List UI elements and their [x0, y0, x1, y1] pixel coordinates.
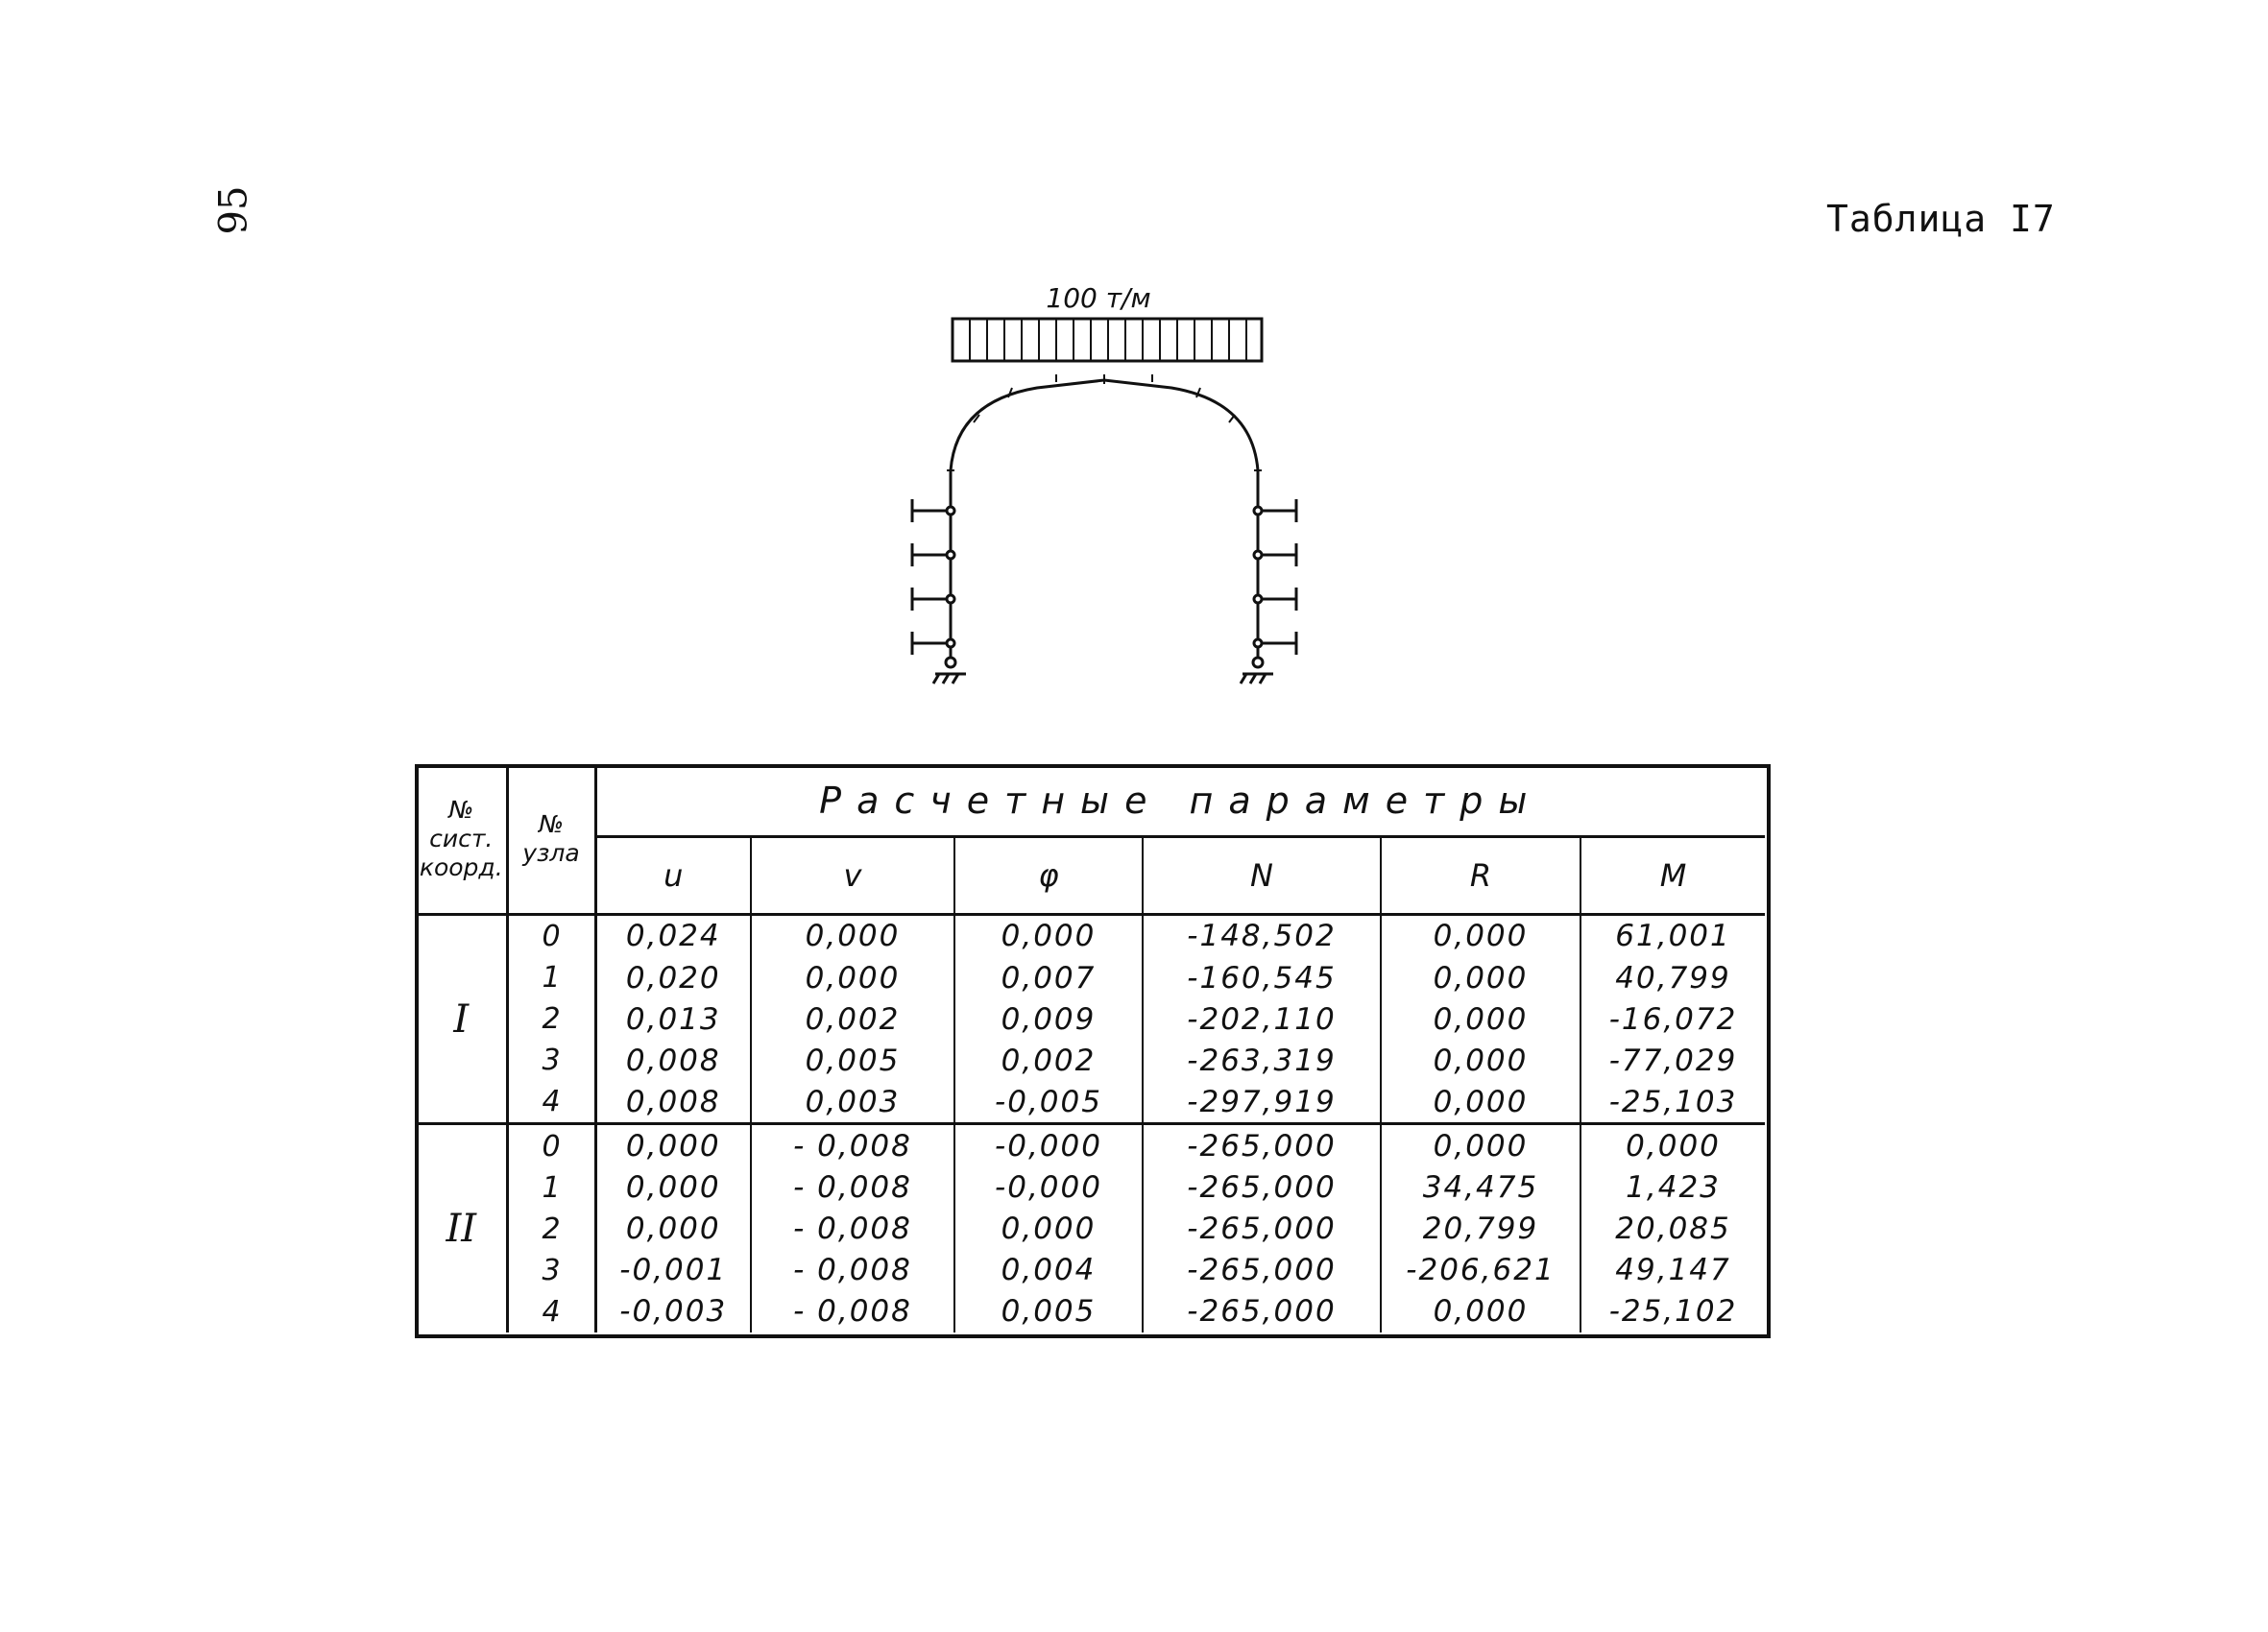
header-r: R — [1381, 836, 1580, 914]
value-v: - 0,008 — [751, 1209, 954, 1250]
node-number: 1 — [507, 957, 595, 998]
page-number-mark: 95 — [211, 185, 256, 235]
value-u: 0,013 — [595, 998, 751, 1040]
value-phi: -0,000 — [954, 1167, 1143, 1209]
value-v: - 0,008 — [751, 1291, 954, 1332]
load-label: 100 т/м — [1046, 282, 1151, 314]
value-phi: 0,000 — [954, 1209, 1143, 1250]
frame-scheme — [883, 278, 1363, 724]
table-row — [417, 914, 1765, 957]
value-phi: 0,009 — [954, 998, 1143, 1040]
header-phi: φ — [954, 836, 1143, 914]
value-m: 49,147 — [1615, 1253, 1731, 1288]
value-phi: 0,000 — [954, 914, 1143, 957]
value-m: 61,001 — [1615, 919, 1731, 954]
value-r: 0,000 — [1381, 1040, 1580, 1081]
value-u: 0,024 — [595, 914, 751, 957]
value-v: 0,005 — [751, 1040, 954, 1081]
table-row — [417, 1250, 1765, 1291]
load-hatching — [970, 319, 1246, 361]
value-n: -265,000 — [1143, 1209, 1381, 1250]
value-v: - 0,008 — [751, 1167, 954, 1209]
table-caption: Таблица I7 — [1826, 198, 2056, 240]
value-r: 0,000 — [1381, 1124, 1580, 1167]
value-u: -0,001 — [595, 1250, 751, 1291]
value-phi: -0,000 — [954, 1124, 1143, 1167]
table-row — [417, 1167, 1765, 1209]
value-m: 0,000 — [1626, 1129, 1721, 1164]
value-u: 0,008 — [595, 1081, 751, 1124]
header-n: N — [1143, 836, 1381, 914]
header-coordinate-system: № сист. коорд. — [417, 766, 507, 914]
value-phi: 0,005 — [954, 1291, 1143, 1332]
value-m: -25,103 — [1580, 1081, 1765, 1124]
node-number: 2 — [507, 998, 595, 1040]
value-r: 0,000 — [1381, 957, 1580, 998]
value-n: -265,000 — [1143, 1124, 1381, 1167]
node-number: 1 — [507, 1167, 595, 1209]
value-n: -265,000 — [1143, 1291, 1381, 1332]
system-label: II — [417, 1124, 507, 1332]
node-number: 3 — [507, 1040, 595, 1081]
value-u: -0,003 — [595, 1291, 751, 1332]
table-row — [417, 1209, 1765, 1250]
value-u: 0,020 — [595, 957, 751, 998]
value-n: -160,545 — [1143, 957, 1381, 998]
node-number: 4 — [507, 1081, 595, 1124]
value-n: -265,000 — [1143, 1250, 1381, 1291]
table-row — [417, 1040, 1765, 1081]
value-m: -16,072 — [1608, 1001, 1738, 1037]
value-n: -265,000 — [1143, 1167, 1381, 1209]
arch-frame — [951, 380, 1258, 662]
node-ticks — [947, 374, 1262, 470]
value-n: -202,110 — [1143, 998, 1381, 1040]
value-m: -77,029 — [1608, 1043, 1738, 1078]
value-r: 20,799 — [1381, 1209, 1580, 1250]
value-u: 0,000 — [595, 1167, 751, 1209]
value-n: -148,502 — [1143, 914, 1381, 957]
header-parameters-group: Расчетные параметры — [595, 766, 1765, 836]
node-number: 0 — [507, 914, 595, 957]
system-label: I — [417, 914, 507, 1124]
node-number: 2 — [507, 1209, 595, 1250]
right-elastic-supports — [1254, 499, 1296, 655]
left-elastic-supports — [912, 499, 954, 655]
value-r: -206,621 — [1381, 1250, 1580, 1291]
value-r: 0,000 — [1381, 1291, 1580, 1332]
value-m: -25,102 — [1608, 1294, 1738, 1330]
value-v: 0,003 — [751, 1081, 954, 1124]
value-phi: 0,002 — [954, 1040, 1143, 1081]
value-u: 0,008 — [595, 1040, 751, 1081]
header-u: u — [595, 836, 751, 914]
value-r: 0,000 — [1381, 1081, 1580, 1124]
table-row — [417, 998, 1765, 1040]
value-phi: 0,004 — [954, 1250, 1143, 1291]
arch-frame-diagram — [883, 278, 1363, 720]
node-number: 4 — [507, 1291, 595, 1332]
value-v: 0,002 — [751, 998, 954, 1040]
value-u: 0,000 — [595, 1124, 751, 1167]
header-m: M — [1580, 836, 1765, 914]
value-phi: -0,005 — [954, 1081, 1143, 1124]
header-v: v — [751, 836, 954, 914]
node-number: 3 — [507, 1250, 595, 1291]
value-phi: 0,007 — [954, 957, 1143, 998]
node-number: 0 — [507, 1124, 595, 1167]
value-r: 0,000 — [1381, 914, 1580, 957]
value-v: - 0,008 — [751, 1250, 954, 1291]
table-row — [417, 1081, 1765, 1124]
value-m: 1,423 — [1626, 1170, 1721, 1206]
value-u: 0,000 — [595, 1209, 751, 1250]
table-row — [417, 957, 1765, 998]
value-r: 34,475 — [1381, 1167, 1580, 1209]
value-v: 0,000 — [751, 957, 954, 998]
table-row — [417, 1291, 1765, 1332]
value-m: 20,085 — [1615, 1212, 1731, 1247]
value-n: -297,919 — [1143, 1081, 1381, 1124]
value-m: 40,799 — [1615, 960, 1731, 996]
header-node-number: № узла — [507, 766, 595, 914]
value-v: - 0,008 — [751, 1124, 954, 1167]
table-row — [417, 1124, 1765, 1167]
calculation-parameters-table — [417, 766, 1765, 1332]
value-v: 0,000 — [751, 914, 954, 957]
value-r: 0,000 — [1381, 998, 1580, 1040]
value-n: -263,319 — [1143, 1040, 1381, 1081]
base-supports — [933, 658, 1273, 684]
